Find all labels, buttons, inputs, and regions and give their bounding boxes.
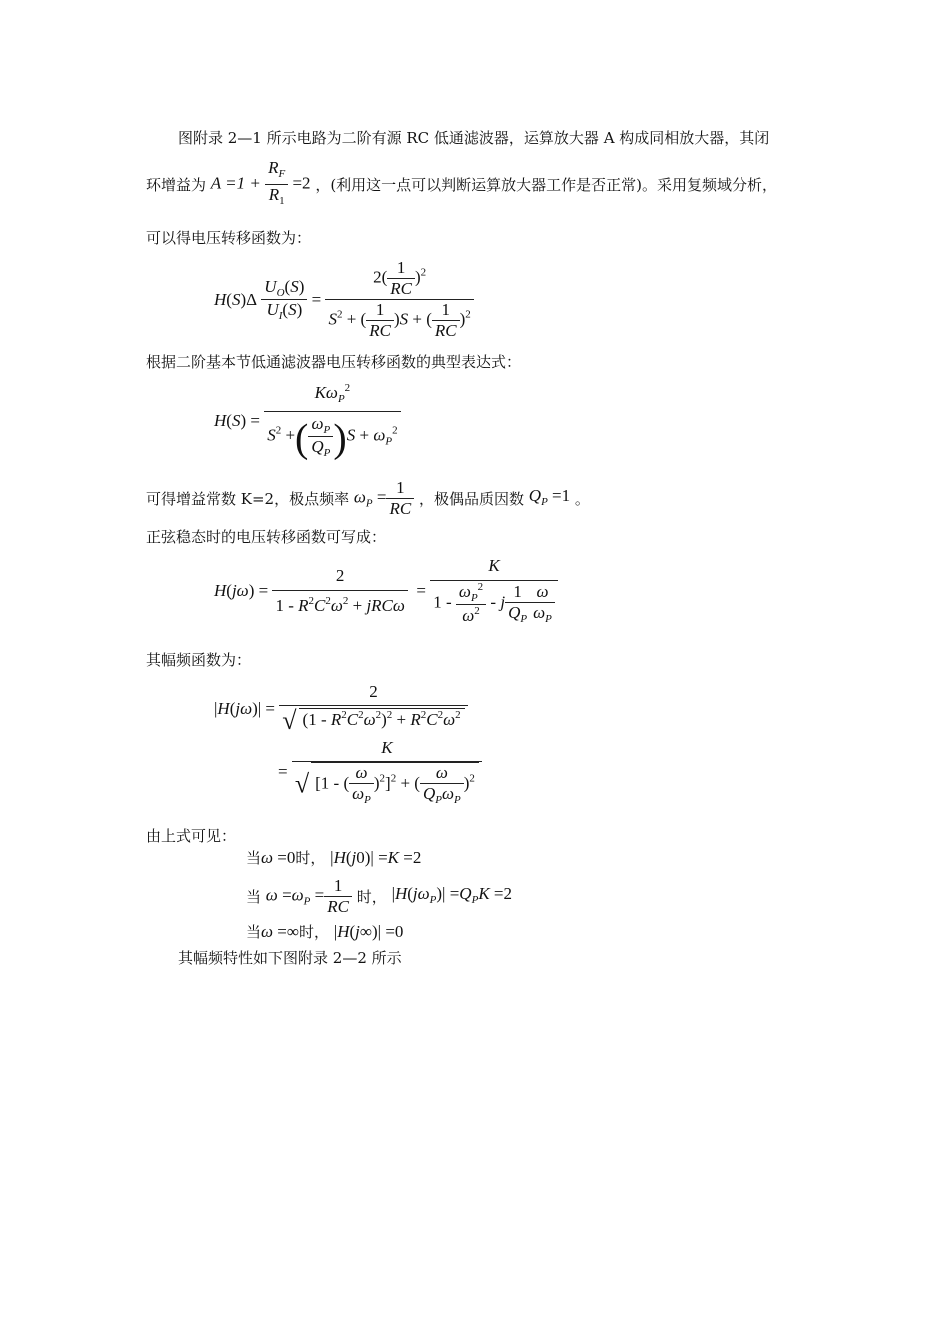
equation-magnitude-1: |H(jω)| = $\frac{2}{√ (1 - R^2C^2\omega^2)^2 + R^2C^2\omega^2}$ [214,682,468,736]
paragraph-observations: 由上式可见： [146,827,237,845]
parameters-end: 。 [574,489,590,508]
equation-transfer-function: H(S)Δ $\frac{U_O(S)}{U_I(S)}$ = 2( $\frac{1}{RC}$ )$^2$ $S^2$ + ( $\frac{1}{RC}$ )S + ( $\frac{1}{RC}$ )$^2$ [214,258,474,341]
quality-factor-label: ，极偶品质因数 [418,489,524,508]
paragraph-parameters [146,478,590,524]
paragraph-typical-form: 根据二阶基本节低通滤波器电压转移函数的典型表达式： [146,353,522,371]
case-omega-pole: 当 $\omega =\omega_P$ = $\frac{1}{RC}$ 时， $|H(j\omega_P)| =Q_PK =2$ [246,876,512,916]
case-omega-infinity: 当ω =∞时， |H(j∞)| =0 [246,922,404,941]
paragraph-figure-reference: 其幅频特性如下图附录 2—2 所示 [178,949,402,967]
equation-typical-form: H(S) = $K\omega_P^2$ $S^2$ +( $\frac{\omega_P}{Q_P}$ )$S + \omega_P^2$ [214,380,401,461]
gain-label: 环增益为 [146,175,207,194]
gain-constant-label: 可得增益常数 K=2，极点频率 [146,489,350,508]
pole-frequency-equation: $\omega_P$ = $\frac{1}{RC}$ [354,478,414,519]
gain-equation: A =1 + $\frac{R_F}{R_1}$ =2 [210,158,311,207]
equation-magnitude-2: = K √ [1 - ( $\frac{\omega}{\omega_P}$ )$^2$]$^2$ + ( $\frac{\omega}{Q_P\omega_P}$ )$^2$ [278,738,482,806]
case-omega-zero: 当ω =0时， |H(j0)| =K =2 [246,848,422,867]
paragraph-transfer-intro: 可以得电压转移函数为： [146,229,312,247]
paragraph-intro: 图附录 2—1 所示电路为二阶有源 RC 低通滤波器，运算放大器 A 构成同相放大器，其闭 [178,129,770,147]
equation-steady-state: H(jω) = $\frac{2}{1 - R^2C^2\omega^2 + jRC\omega}$ = K 1 - $\frac{\omega_P^2}{\omega^2}$ - j $\frac{1}{Q_P}$ $\frac{\omega}{\omega_P}$ [214,556,558,626]
paragraph-gain [146,158,777,210]
gain-note: ，(利用这一点可以判断运算放大器工作是否正常)。采用复频域分析， [315,175,778,194]
paragraph-magnitude: 其幅频函数为： [146,651,252,669]
quality-factor-equation: $Q_P =1$ [528,485,571,508]
paragraph-steady-state: 正弦稳态时的电压转移函数可写成： [146,528,387,546]
